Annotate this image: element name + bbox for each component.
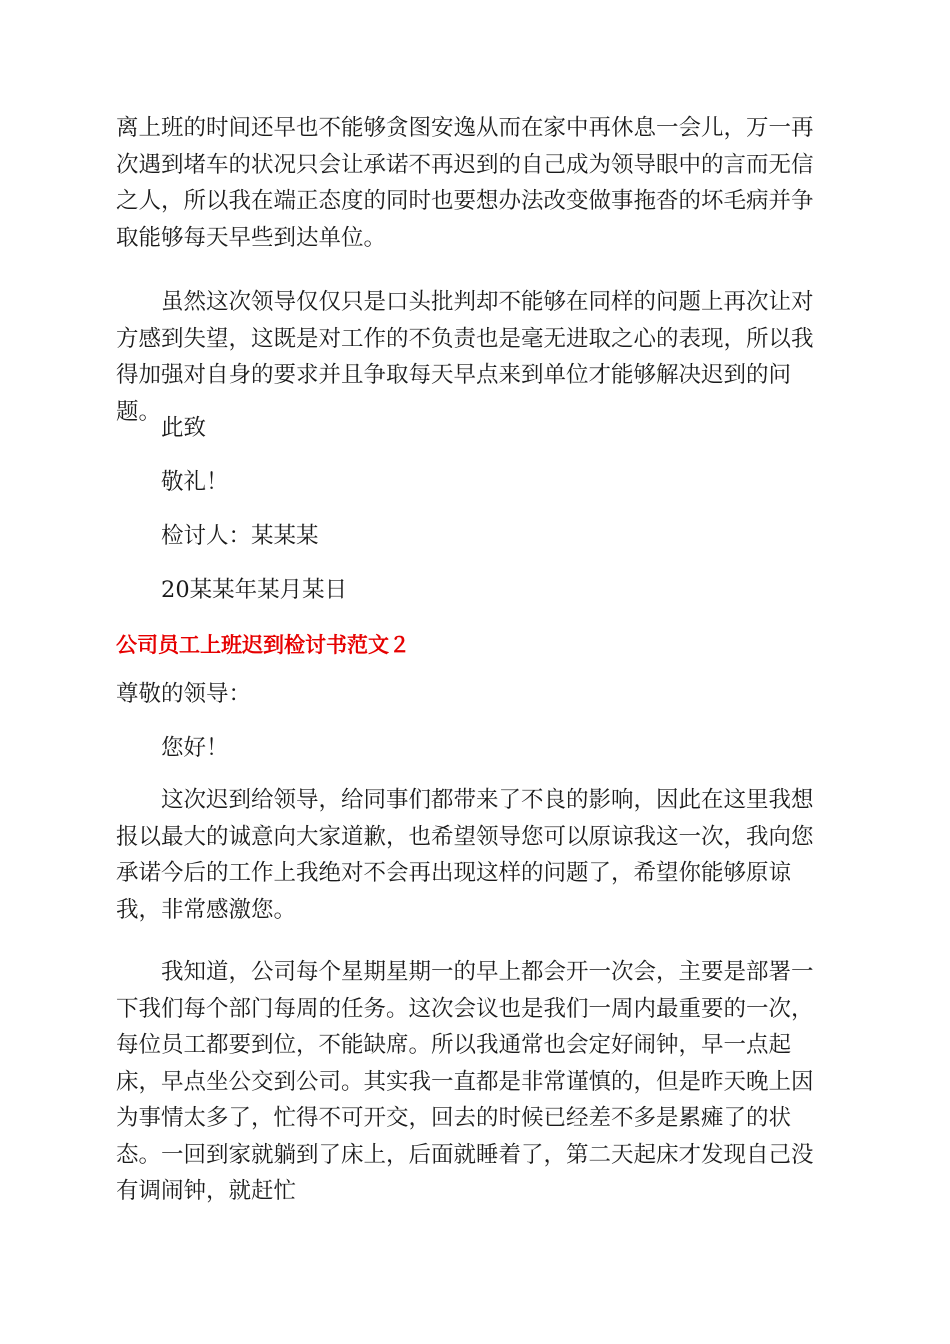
body-paragraph: 这次迟到给领导，给同事们都带来了不良的影响，因此在这里我想报以最大的诚意向大家道歉，也希望领导您可以原谅我这一次，我向您承诺今后的工作上我绝对不会再出现这样的问题了，希望你能够原谅我，非常感激您。 [116, 787, 814, 923]
closing-line: 此致 [161, 415, 207, 441]
salutation: 尊敬的领导： [116, 681, 252, 707]
signature-line: 检讨人：某某某 [161, 523, 319, 549]
section-heading: 公司员工上班迟到检讨书范文２ [116, 633, 410, 657]
date-line: 20某某年某月某日 [161, 577, 348, 603]
body-paragraph: 我知道，公司每个星期星期一的早上都会开一次会，主要是部署一下我们每个部门每周的任务。这次会议也是我们一周内最重要的一次，每位员工都要到位，不能缺席。所以我通常也会定好闹钟，早一点起床，早点坐公交到公司。其实我一直都是非常谨慎的，但是昨天晚上因为事情太多了，忙得不可开交，回去的时候已经差不多是累瘫了的状态。一回到家就躺到了床上，后面就睡着了，第二天起床才发现自己没有调闹钟，就赶忙 [116, 959, 814, 1204]
body-paragraph: 离上班的时间还早也不能够贪图安逸从而在家中再休息一会儿，万一再次遇到堵车的状况只会让承诺不再迟到的自己成为领导眼中的言而无信之人，所以我在端正态度的同时也要想办法改变做事拖沓的坏毛病并争取能够每天早些到达单位。 [116, 115, 814, 251]
body-paragraph: 虽然这次领导仅仅只是口头批判却不能够在同样的问题上再次让对方感到失望，这既是对工作的不负责也是毫无进取之心的表现，所以我得加强对自身的要求并且争取每天早点来到单位才能够解决迟到的问题。 [116, 289, 814, 425]
closing-salute: 敬礼！ [161, 469, 229, 495]
greeting: 您好！ [161, 735, 229, 761]
